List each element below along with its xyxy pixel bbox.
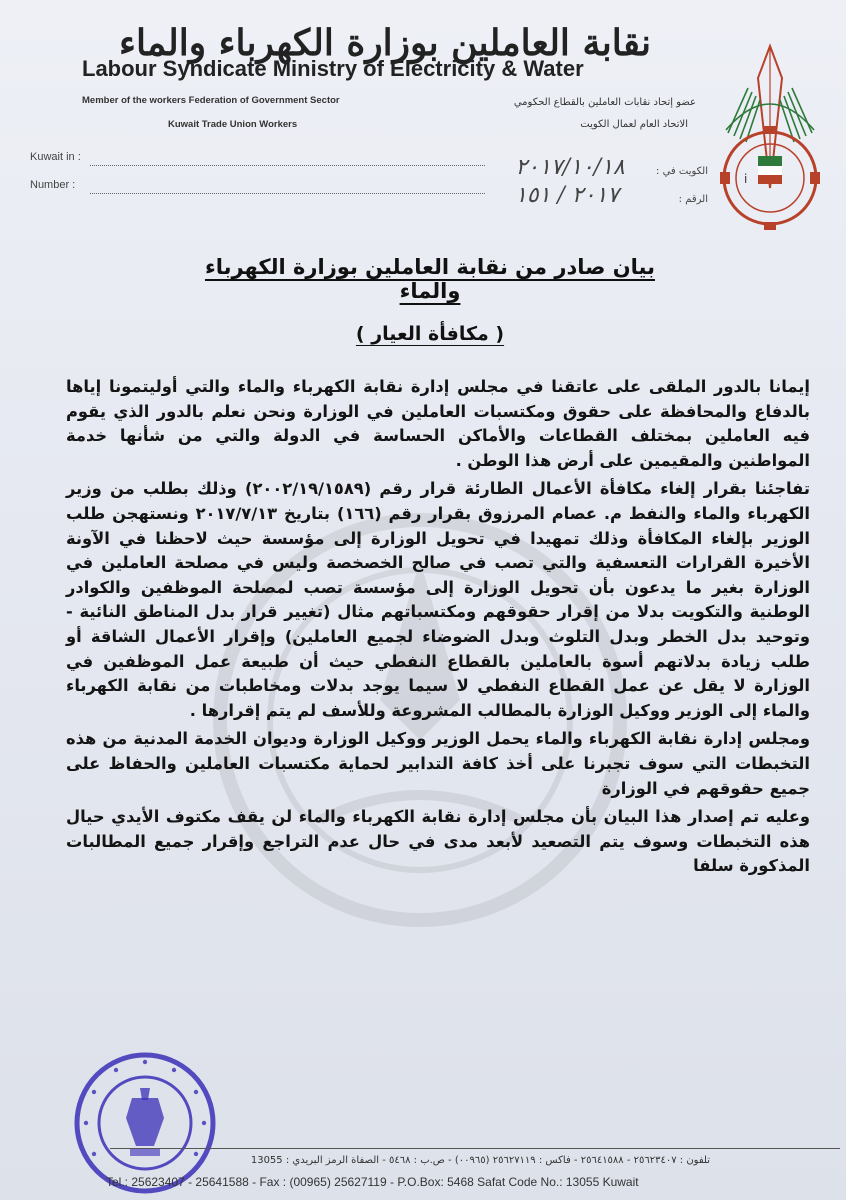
number-label-ar: الرقم : bbox=[678, 194, 708, 205]
kuwait-in-label: Kuwait in : bbox=[30, 151, 81, 163]
footer-contact-english: Tel.: 25623407 - 25641588 - Fax : (00965) 25627119 - P.O.Box: 5468 Safat Code No.: 13055 Kuwait bbox=[106, 1175, 639, 1189]
letterhead-english-title: Labour Syndicate Ministry of Electricity & Water bbox=[82, 56, 584, 81]
letterhead-union-ar: الاتحاد العام لعمال الكويت bbox=[580, 119, 688, 130]
kuwait-in-label-ar: الكويت في : bbox=[656, 166, 708, 177]
kuwait-in-dotted-line bbox=[90, 165, 485, 166]
paragraph-4: وعليه تم إصدار هذا البيان بأن مجلس إدارة نقابة الكهرباء والماء لن يقف مكتوف الأيدي حيال هذه التخبطات وسوف يتم التصعيد لأبعد مدى في حال عدم التراجع وإقرار جميع المطالبات المذكورة سلفا bbox=[66, 807, 810, 876]
paragraph-2: تفاجئنا بقرار إلغاء مكافأة الأعمال الطارئة قرار رقم (٢٠٠٢/١٩/١٥٨٩) وذلك بطلب من وزير الكهرباء والماء والنفط م. عصام المرزوق بقرار رقم (١٦٦) بتاريخ ٢٠١٧/٧/١٣ ونستهجن طلب الوزير بإلغاء المكافأة وذلك تمهيدا في تحويل الوزارة إلى مؤسسة حيث لاحظنا في الآونة الأخيرة القرارات التعسفية والتي تصب في صالح الخصخصة وليس في مصلحة العاملين في الوزارة بغير ما يدعون بأن تحويل الوزارة إلى مؤسسة تصب لمصلحة الموظفين والكوادر الوطنية والتكويت بدلا من إقرار حقوقهم ومكتسباتهم مثال (تغيير قرار بدل المناطق النائية - وتوحيد بدل الخطر وبدل التلوث وبدل الضوضاء لجميع العاملين) وإقرار الأعمال الشاقة أو طلب زيادة بدلاتهم أسوة بالعاملين بالقطاع النفطي حيث أن طبيعة عمل الموظفين في الوزارة لا يقل عن عمل القطاع النفطي لا سيما يوجد بدلات ومخاطبات من نقابة الكهرباء والماء إلى الوزير ووكيل الوزارة بالمطالب المشروعة وللأسف لم يتم إقرارها . bbox=[66, 479, 810, 720]
syndicate-logo-icon bbox=[708, 38, 833, 233]
number-dotted-line bbox=[90, 193, 485, 194]
number-label: Number : bbox=[30, 179, 76, 191]
footer-divider bbox=[110, 1148, 840, 1149]
statement-title: بيان صادر من نقابة العاملين بوزارة الكهرباء والماء bbox=[204, 255, 655, 303]
letterhead-arabic-title: نقابة العاملين بوزارة الكهرباء والماء bbox=[119, 22, 651, 64]
statement-body bbox=[66, 375, 810, 883]
letterhead-member-ar: عضو إتحاد نقابات العاملين بالقطاع الحكومي bbox=[513, 97, 696, 108]
svg-text:i: i bbox=[744, 172, 748, 186]
footer-contact-arabic: تلفون : ٢٥٦٢٣٤٠٧ - ٢٥٦٤١٥٨٨ - فاكس : ٢٥٦٢٧١١٩ (٠٠٩٦٥) - ص.ب : ٥٤٦٨ - الصفاة الرمز البريدي : 13055 bbox=[250, 1155, 710, 1166]
statement-subtitle: ( مكافأة العيار ) bbox=[355, 323, 505, 345]
handwritten-number: ٢٠١٧ / ١٥١ bbox=[514, 183, 620, 208]
handwritten-date: ٢٠١٧/١٠/١٨ bbox=[515, 155, 625, 180]
letterhead-member-en: Member of the workers Federation of Government Sector bbox=[82, 95, 340, 106]
paragraph-3: ومجلس إدارة نقابة الكهرباء والماء يحمل الوزير ووكيل الوزارة وديوان الخدمة المدنية من هذه التخبطات التي سوف تجبرنا على أخذ كافة التدابير لحماية مكتسبات العاملين والحفاظ على جميع حقوقهم في الوزارة bbox=[66, 729, 810, 798]
letterhead-union-en: Kuwait Trade Union Workers bbox=[168, 119, 298, 130]
paragraph-1: إيمانا بالدور الملقى على عاتقنا في مجلس إدارة نقابة الكهرباء والماء والتي أوليتمونا إياها بالدفاع والمحافظة على حقوق ومكتسبات العاملين في الوزارة ونحن نعلم بالدور الذي يقوم فيه العاملين بمختلف القطاعات والأماكن الحساسة في الدولة والتي من شأنها خدمة المواطنين والمقيمين على أرض هذا الوطن . bbox=[66, 377, 810, 470]
